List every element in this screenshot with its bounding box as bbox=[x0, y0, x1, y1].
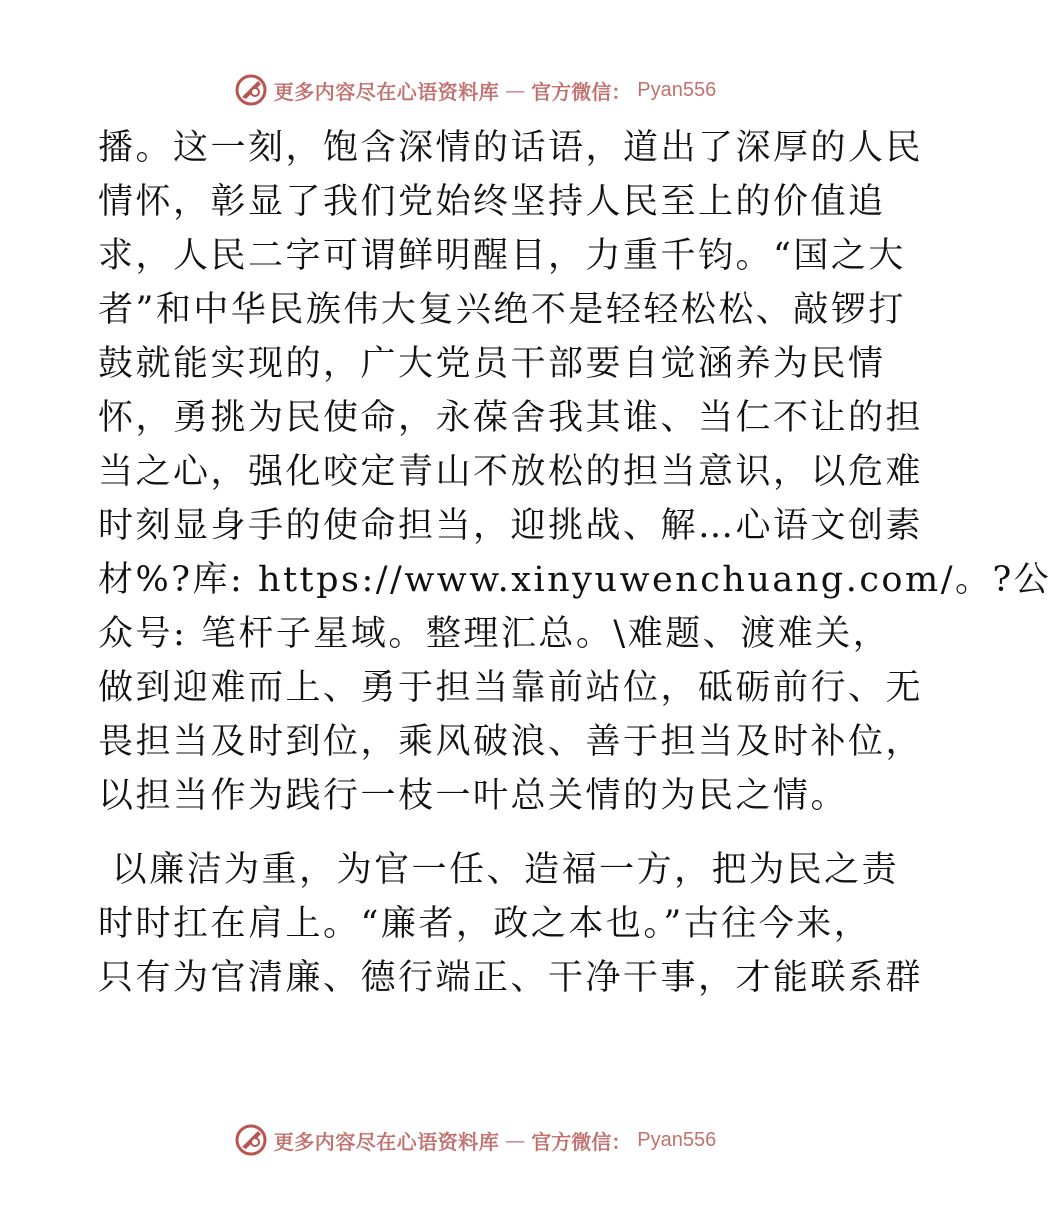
paragraph-gap bbox=[98, 823, 858, 843]
text-line: 做到迎难而上、勇于担当靠前站位，砥砺前行、无 bbox=[98, 668, 924, 708]
quill-logo-icon bbox=[234, 73, 268, 107]
text-line: 时刻显身手的使命担当，迎挑战、解…心语文创素 bbox=[98, 506, 924, 546]
text-line: 鼓就能实现的，广大党员干部要自觉涵养为民情 bbox=[98, 344, 886, 384]
text-line: 播。这一刻，饱含深情的话语，道出了深厚的人民 bbox=[98, 128, 924, 168]
banner-text: 更多内容尽在心语资料库 bbox=[273, 1129, 500, 1154]
text-line: 当之心，强化咬定青山不放松的担当意识，以危难 bbox=[98, 452, 924, 492]
banner-wechat-label: 官方微信： bbox=[531, 1129, 632, 1154]
text-line: 只有为官清廉、德行端正、干净干事，才能联系群 bbox=[98, 958, 924, 998]
text-line: 以担当作为践行一枝一叶总关情的为民之情。 bbox=[98, 776, 849, 816]
text-line: 畏担当及时到位，乘风破浪、善于担当及时补位， bbox=[98, 722, 924, 762]
paragraph-1 bbox=[98, 121, 1051, 823]
text-line: 众号: 笔杆子星域。整理汇总。\难题、渡难关， bbox=[98, 614, 891, 654]
text-line: 以廉洁为重，为官一任、造福一方，把为民之责 bbox=[98, 850, 900, 890]
banner-dash: — bbox=[505, 1128, 526, 1152]
text-line: 怀，勇挑为民使命，永葆舍我其谁、当仁不让的担 bbox=[98, 398, 924, 438]
banner-wechat-id: Pyan556 bbox=[637, 1128, 717, 1151]
text-line: 求，人民二字可谓鲜明醒目，力重千钧。“国之大 bbox=[98, 236, 906, 276]
banner-dash: — bbox=[505, 78, 526, 102]
banner-text: 更多内容尽在心语资料库 bbox=[273, 79, 500, 104]
paragraph-2 bbox=[98, 843, 924, 1005]
header-banner bbox=[0, 70, 950, 110]
text-line: 者”和中华民族伟大复兴绝不是轻轻松松、敲锣打 bbox=[98, 290, 906, 330]
document-body bbox=[98, 121, 1051, 1005]
text-line: 时时扛在肩上。“廉者，政之本也。”古往今来， bbox=[98, 904, 872, 944]
footer-banner bbox=[0, 1120, 950, 1160]
banner-wechat-id: Pyan556 bbox=[637, 78, 717, 101]
text-line: 材%?库: https://www.xinyuwenchuang.com/。?公 bbox=[98, 560, 1051, 600]
quill-logo-icon bbox=[234, 1123, 268, 1157]
banner-wechat-label: 官方微信： bbox=[531, 79, 632, 104]
text-line: 情怀，彰显了我们党始终坚持人民至上的价值追 bbox=[98, 182, 886, 222]
